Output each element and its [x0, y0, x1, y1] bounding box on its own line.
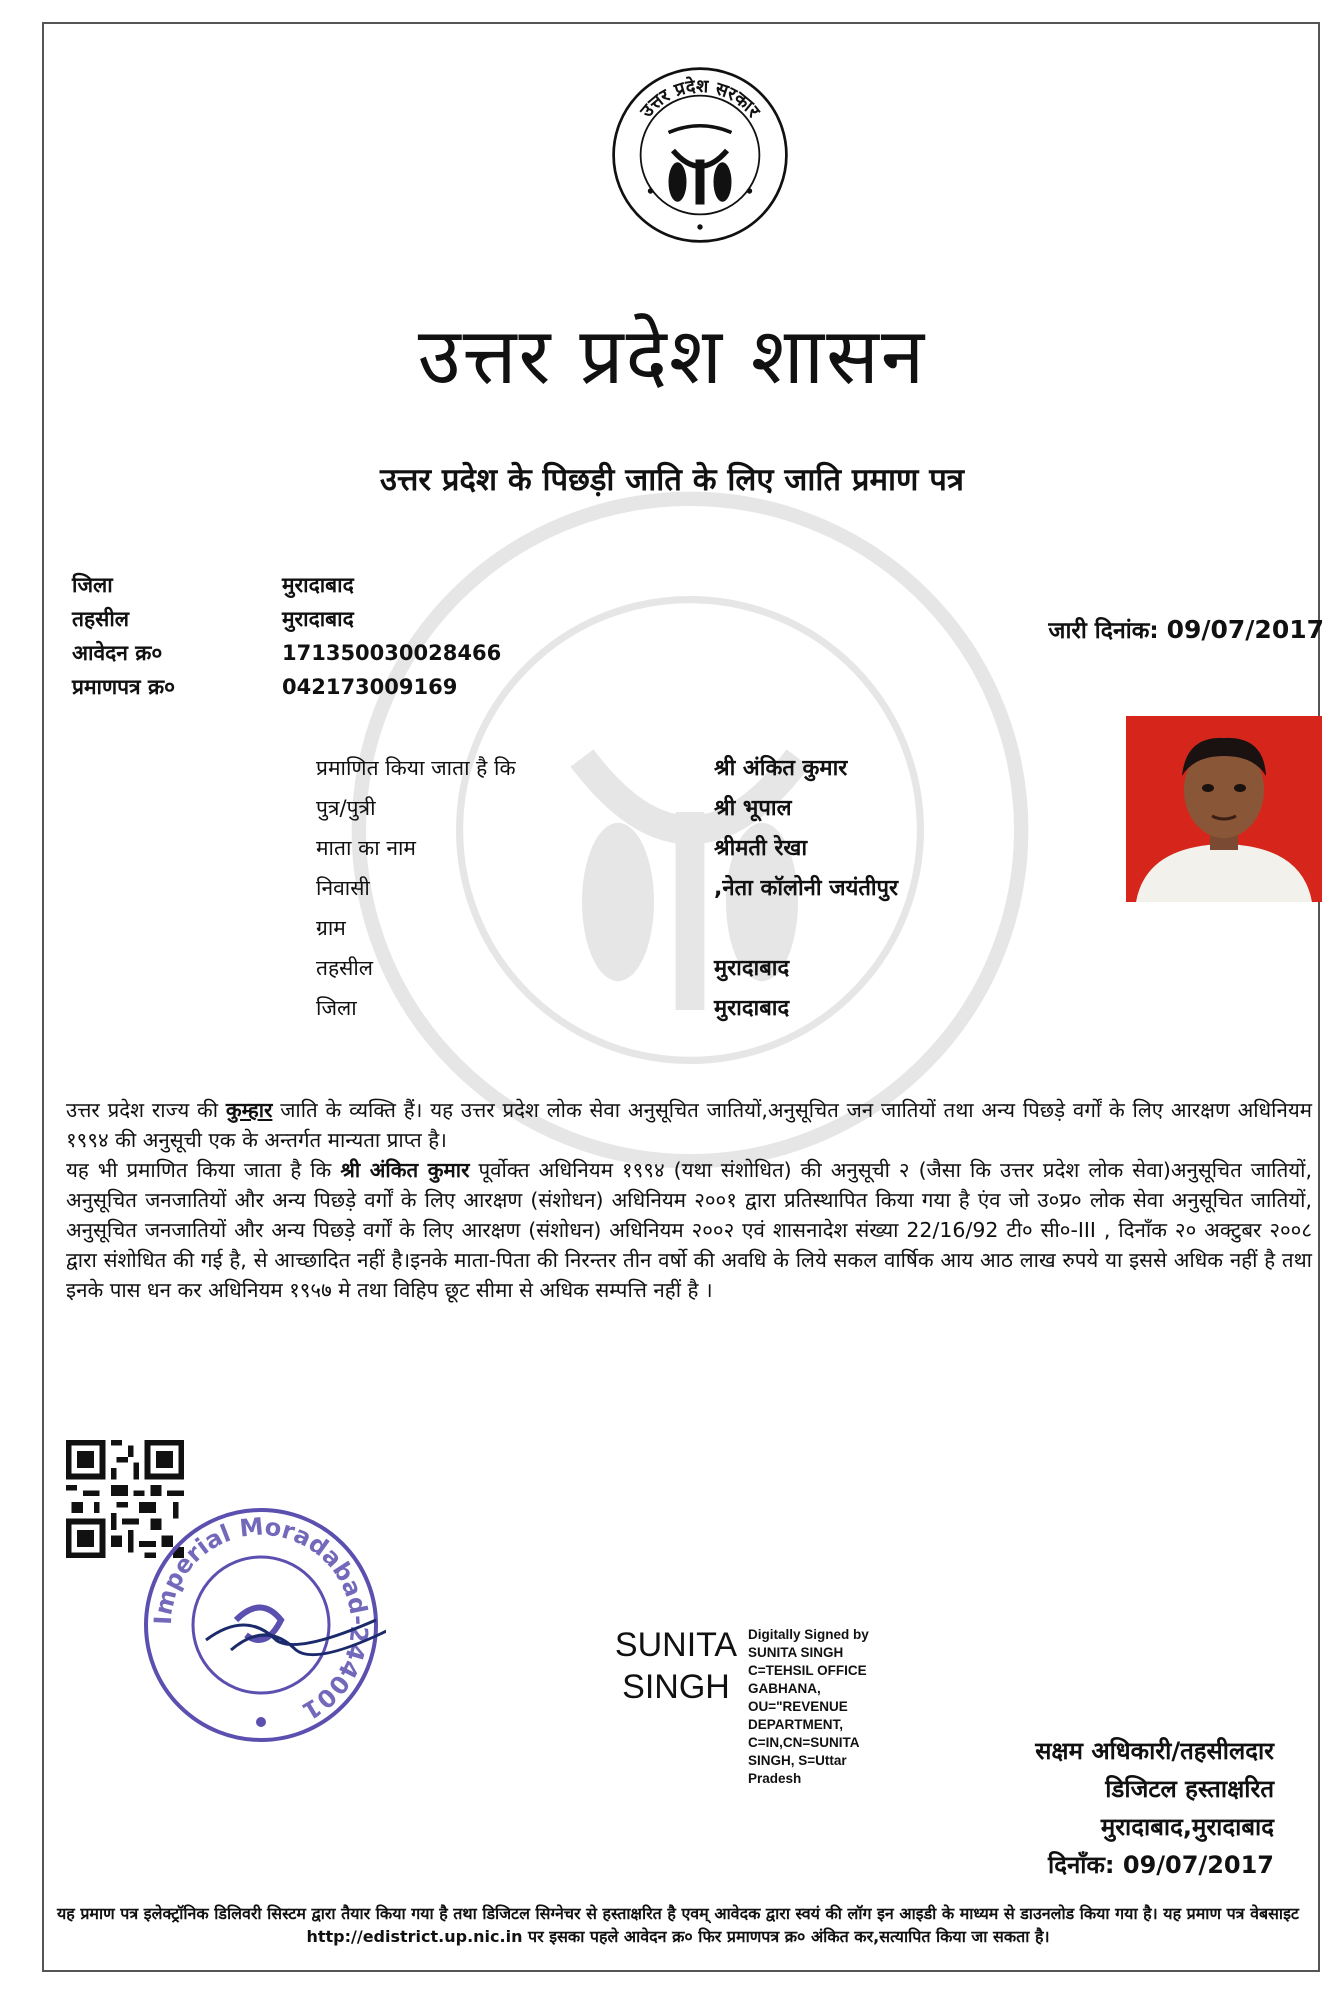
sig-line: SINGH, S=Uttar: [748, 1753, 847, 1768]
meta-row-tehsil: [72, 602, 501, 636]
officer-signed-label: डिजिटल हस्ताक्षरित: [1105, 1775, 1274, 1803]
body-text: यह भी प्रमाणित किया जाता है कि: [66, 1158, 341, 1182]
issue-date: [1048, 613, 1324, 645]
detail-value: श्री भूपाल: [714, 796, 792, 821]
detail-row: [316, 748, 898, 788]
main-title: उत्तर प्रदेश शासन: [417, 312, 927, 402]
sig-line: SUNITA SINGH: [748, 1645, 844, 1660]
seal-text: Imperial Moradabad-244001: [148, 1512, 374, 1726]
sig-line: DEPARTMENT,: [748, 1717, 844, 1732]
meta-value: मुरादाबाद: [282, 573, 354, 597]
detail-row: [316, 788, 898, 828]
detail-value: मुरादाबाद: [714, 956, 790, 981]
applicant-name: श्री अंकित कुमार: [340, 1158, 470, 1182]
sig-line: GABHANA,: [748, 1681, 821, 1696]
meta-row-application-no: [72, 636, 501, 670]
sig-line: OU="REVENUE: [748, 1699, 848, 1714]
officer-designation: सक्षम अधिकारी/तहसीलदार: [1035, 1737, 1274, 1765]
detail-value: श्रीमती रेखा: [714, 836, 808, 861]
digital-signer-name: [602, 1624, 750, 1708]
detail-row: [316, 868, 898, 908]
detail-label: तहसील: [316, 956, 373, 980]
details-block: [316, 748, 898, 1028]
detail-value: ,नेता कॉलोनी जयंतीपुर: [714, 876, 899, 901]
meta-label: आवेदन क्र०: [72, 641, 163, 665]
detail-row: [316, 828, 898, 868]
body-text: जाति के व्यक्ति हैं। यह उत्तर प्रदेश लोक सेवा अनुसूचित जातियों,अनुसूचित जन जातियों तथा अन्य पिछड़े वर्गों के लिए आरक्षण अधिनियम १९९४ की अनुसूची एक के अन्तर्गत मान्यता प्राप्त है।: [66, 1098, 1312, 1152]
footer-note: यह प्रमाण पत्र इलेक्ट्रॉनिक डिलिवरी सिस्टम द्वारा तैयार किया गया है तथा डिजिटल सिग्नेचर से हस्ताक्षरित है एवम् आवेदक द्वारा स्वयं की लॉग इन आइडी के माध्यम से डाउनलोड किया गया है। यह प्रमाण पत्र वेबसाइट http://edistrict.up.nic.in पर इसका पहले आवेदन क्र० फिर प्रमाणपत्र क्र० अंकित कर,सत्यापित किया जा सकता है।: [56, 1904, 1299, 1946]
body-paragraph-1: [66, 1095, 1312, 1155]
officer-place: मुरादाबाद,मुरादाबाद: [1100, 1813, 1274, 1841]
detail-label: जिला: [316, 996, 357, 1020]
issue-date-value: 09/07/2017: [1166, 615, 1324, 644]
signer-last-name: SINGH: [622, 1668, 730, 1706]
sig-line: C=TEHSIL OFFICE: [748, 1663, 867, 1678]
detail-label: माता का नाम: [316, 836, 416, 860]
sig-line: Digitally Signed by: [748, 1627, 869, 1642]
signer-first-name: SUNITA: [614, 1626, 738, 1664]
office-seal-stamp: [136, 1500, 386, 1750]
up-govt-emblem-icon: [610, 65, 790, 245]
issuing-officer-block: [1035, 1732, 1274, 1884]
sig-line: Pradesh: [748, 1771, 802, 1786]
detail-label: ग्राम: [316, 916, 346, 940]
detail-label: पुत्र/पुत्री: [316, 796, 376, 820]
meta-label: तहसील: [72, 607, 129, 631]
detail-row: [316, 948, 898, 988]
meta-row-district: [72, 568, 501, 602]
detail-label: प्रमाणित किया जाता है कि: [316, 756, 516, 780]
caste-name: कुम्हार: [225, 1098, 273, 1122]
applicant-photo: [1126, 716, 1322, 902]
meta-value: मुरादाबाद: [282, 607, 354, 631]
meta-block: [72, 568, 501, 704]
detail-row: [316, 988, 898, 1028]
sig-line: C=IN,CN=SUNITA: [748, 1735, 860, 1750]
meta-label: प्रमाणपत्र क्र०: [72, 675, 176, 699]
emblem-text: उत्तर प्रदेश सरकार: [636, 75, 764, 122]
meta-label: जिला: [72, 573, 113, 597]
sub-title: उत्तर प्रदेश के पिछड़ी जाति के लिए जाति प्रमाण पत्र: [380, 462, 964, 498]
meta-value: 042173009169: [282, 675, 458, 699]
detail-value: मुरादाबाद: [714, 996, 790, 1021]
detail-row: [316, 908, 898, 948]
digital-signature-info: [748, 1626, 898, 1788]
certificate-body: [66, 1095, 1312, 1305]
body-paragraph-2: [66, 1155, 1312, 1305]
detail-value: श्री अंकित कुमार: [714, 756, 848, 781]
body-text: उत्तर प्रदेश राज्य की: [66, 1098, 226, 1122]
meta-value: 171350030028466: [282, 641, 502, 665]
issue-date-label: जारी दिनांक:: [1048, 618, 1159, 644]
officer-date: दिनाँक: 09/07/2017: [1047, 1851, 1274, 1879]
meta-row-certificate-no: [72, 670, 501, 704]
detail-label: निवासी: [316, 876, 370, 900]
body-text: पूर्वोक्त अधिनियम १९९४ (यथा संशोधित) की अनुसूची २ (जैसा कि उत्तर प्रदेश लोक सेवा)अनुसूचित जातियों, अनुसूचित जनजातियों और अन्य पिछड़े वर्गों के लिए आरक्षण (संशोधन) अधिनियम २००१ द्वारा प्रतिस्थापित किया गया है एंव जो उ०प्र० लोक सेवा अनुसूचित जातियों, अनुसूचित जनजातियों और अन्य पिछड़े वर्गों के लिए आरक्षण (संशोधन) अधिनियम २००२ एवं शासनादेश संख्या 22/16/92 टी० सी०-III , दिनाँक २० अक्टुबर २००८ द्वारा संशोधित की गई है, से आच्छादित नहीं है।इनके माता-पिता की निरन्तर तीन वर्षो की अवधि के लिये सकल वार्षिक आय आठ लाख रुपये या इससे अधिक नहीं है तथा इनके पास धन कर अधिनियम १९५७ मे तथा विहिप छूट सीमा से अधिक सम्पत्ति नहीं है ।: [66, 1158, 1312, 1302]
